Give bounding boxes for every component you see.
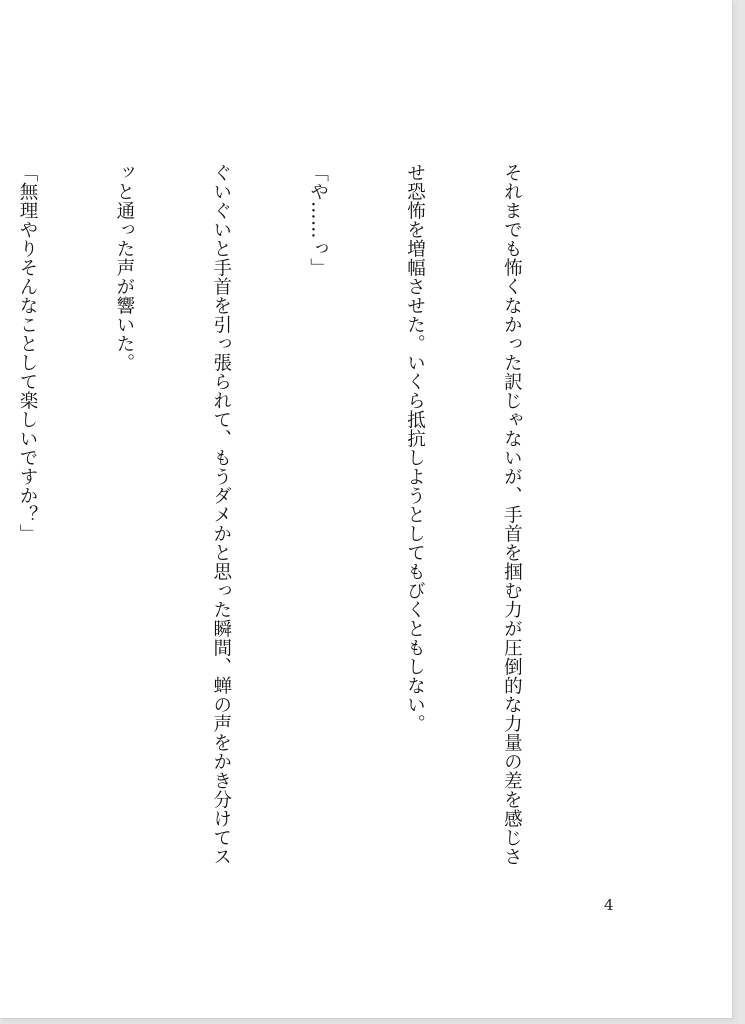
vertical-text-body [0,163,592,883]
text-line-1: それまでも怖くなかった訳じゃないが、手首を掴む力が圧倒的な力量の差を感じさ [501,163,523,866]
page-number: 4 [604,896,614,914]
text-line-5: ッと通った声が響いた。 [113,163,135,372]
text-line-3: 「や……っ」 [307,163,329,277]
text-line-2: せ恐怖を増幅させた。いくら抵抗しようとしてもびくともしない。 [404,163,426,733]
text-line-4: ぐいぐいと手首を引っ張られて、もうダメかと思った瞬間、蝉の声をかき分けてス [210,163,232,866]
text-line-6: 「無理やりそんなことして楽しいですか？」 [16,163,38,543]
